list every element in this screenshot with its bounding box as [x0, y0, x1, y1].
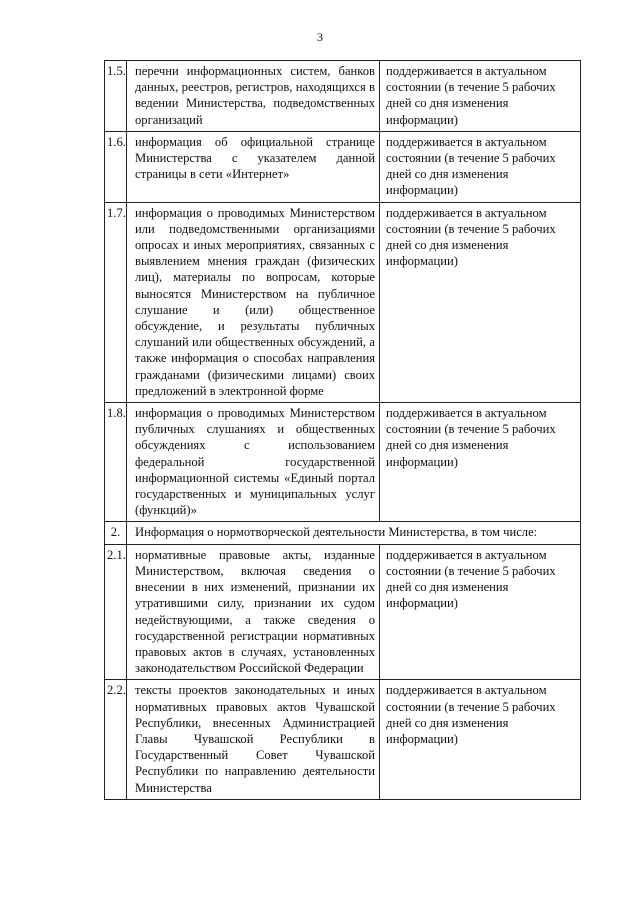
row-number: 1.7.: [105, 202, 127, 402]
table-row: [105, 131, 581, 202]
section-row: [105, 522, 581, 544]
page-number: 3: [317, 30, 323, 44]
row-info: информация о проводимых Министерством публичных слушаниях и общественных обсуждениях с использованием федеральной государственной информационной системы «Единый портал государственных и муниципальных услуг (функций)»: [127, 403, 380, 522]
table-row: [105, 544, 581, 680]
row-info: информация об официальной странице Министерства с указателем данной страницы в сети «Интернет»: [127, 131, 380, 202]
row-info: перечни информационных систем, банков данных, реестров, регистров, находящихся в ведении Министерства, подведомственных организаций: [127, 61, 380, 132]
section-heading: Информация о нормотворческой деятельности Министерства, в том числе:: [127, 522, 581, 544]
row-term: поддерживается в актуальном состоянии (в течение 5 рабочих дней со дня изменения информации): [380, 202, 581, 402]
row-number: 1.5.: [105, 61, 127, 132]
row-term: поддерживается в актуальном состоянии (в течение 5 рабочих дней со дня изменения информации): [380, 544, 581, 680]
row-number: 2.1.: [105, 544, 127, 680]
row-info: информация о проводимых Министерством или подведомственными организациями опросах и иных мероприятиях, связанных с выявлением мнения граждан (физических лиц), материалы по вопросам, которые выносятся Министерством на публичное слушание и (или) общественное обсуждение, и результаты публичных слушаний или общественных обсуждений, а также информация о способах направления гражданами (физическими лицами) своих предложений в электронной форме: [127, 202, 380, 402]
info-table: [104, 60, 581, 800]
section-number: 2.: [105, 522, 127, 544]
table-row: [105, 680, 581, 799]
row-term: поддерживается в актуальном состоянии (в течение 5 рабочих дней со дня изменения информации): [380, 61, 581, 132]
row-term: поддерживается в актуальном состоянии (в течение 5 рабочих дней со дня изменения информации): [380, 131, 581, 202]
table-row: [105, 202, 581, 402]
row-number: 1.6.: [105, 131, 127, 202]
row-term: поддерживается в актуальном состоянии (в течение 5 рабочих дней со дня изменения информации): [380, 403, 581, 522]
row-number: 1.8.: [105, 403, 127, 522]
table-row: [105, 403, 581, 522]
row-term: поддерживается в актуальном состоянии (в течение 5 рабочих дней со дня изменения информации): [380, 680, 581, 799]
table-row: [105, 61, 581, 132]
row-info: нормативные правовые акты, изданные Министерством, включая сведения о внесении в них изменений, признании их утратившими силу, признании их судом недействующими, а также сведения о государственной регистрации нормативных правовых актов в случаях, установленных законодательством Российской Федерации: [127, 544, 380, 680]
row-number: 2.2.: [105, 680, 127, 799]
row-info: тексты проектов законодательных и иных нормативных правовых актов Чувашской Республики, внесенных Администрацией Главы Чувашской Республики в Государственный Совет Чувашской Республики по направлению деятельности Министерства: [127, 680, 380, 799]
